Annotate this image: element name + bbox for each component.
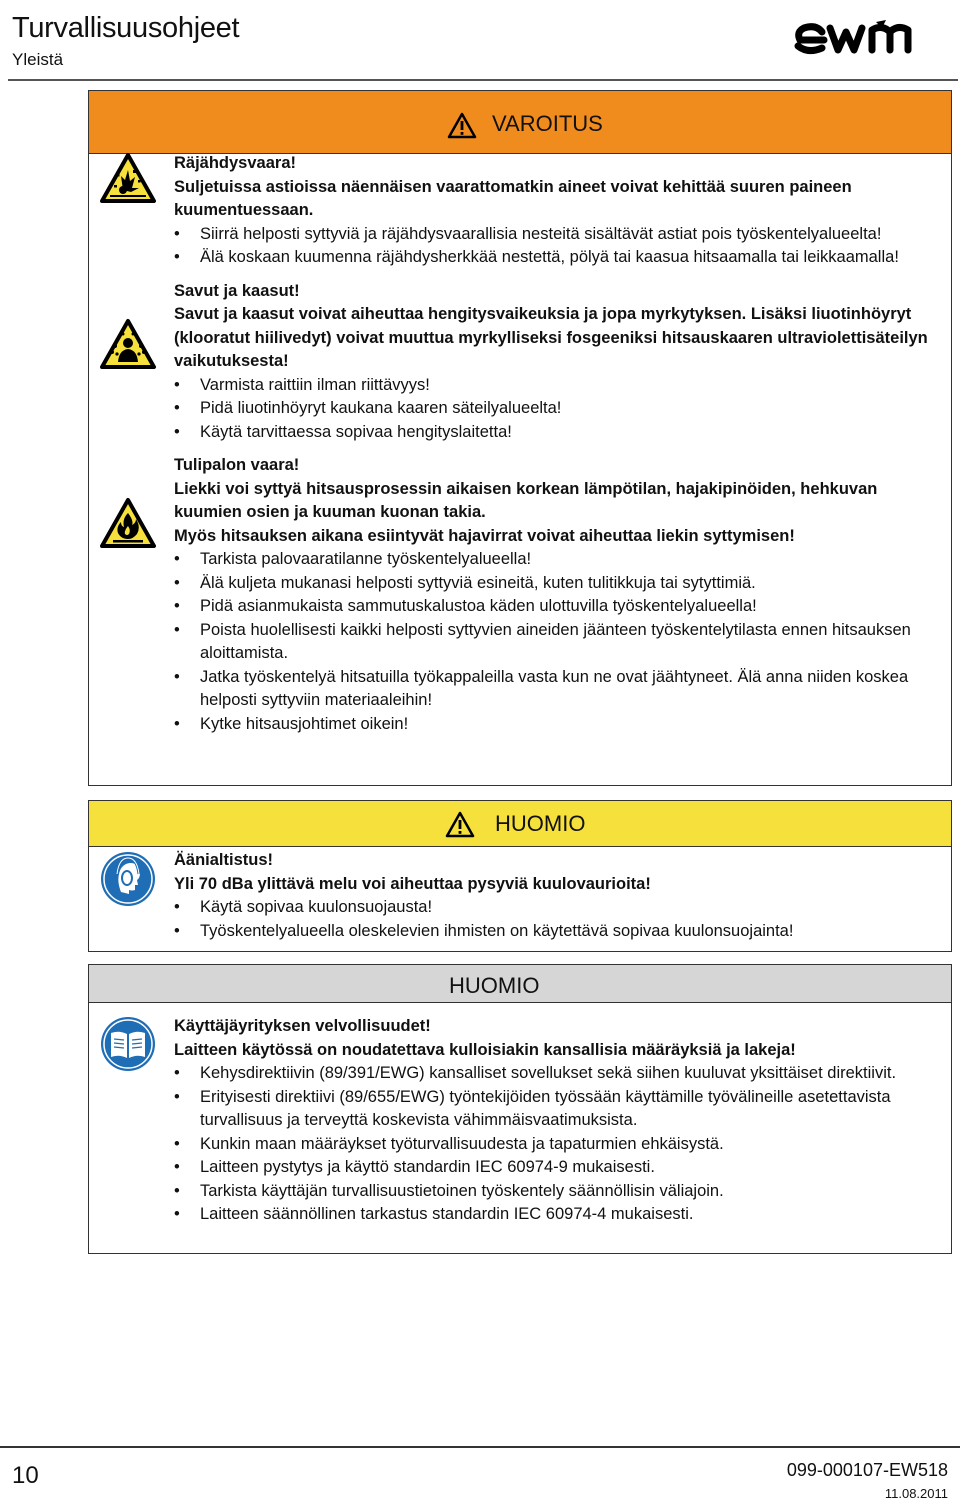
ear-protection-icon [99, 850, 157, 908]
page-subtitle: Yleistä [12, 50, 64, 69]
list-item: • Älä kuljeta mukanasi helposti syttyviä esineitä, kuten tulitikkuja tai sytyttimiä. [174, 572, 949, 596]
document-id: 099-000107-EW518 [786, 1460, 948, 1480]
caution-box-label: HUOMIO [495, 811, 586, 836]
footer-rule [0, 1446, 960, 1448]
note-box-header [89, 965, 951, 1003]
list-item: • Jatka työskentelyä hitsatuilla työkappaleilla vasta kun ne ovat jäähtyneet. Älä anna niiden koskea helposti syttyviin materiaaleihin! [174, 666, 949, 713]
list-item: • Kehysdirektiivin (89/391/EWG) kansalliset sovellukset sekä siihen kuuluvat yksittäiset direktiivit. [174, 1062, 949, 1086]
fire-title: Tulipalon vaara! [174, 456, 300, 474]
list-item: • Työskentelyalueella oleskelevien ihmisten on käytettävä sopivaa kuulonsuojainta! [174, 920, 949, 944]
explosion-hazard-icon [99, 152, 157, 204]
list-item: • Siirrä helposti syttyviä ja räjähdysvaarallisia nesteitä sisältävät astiat pois työskentelyalueelta! [174, 223, 949, 247]
obligations-intro: Laitteen käytössä on noudatettava kulloisiakin kansallisia määräyksiä ja lakeja! [174, 1040, 796, 1059]
fire-intro: Liekki voi syttyä hitsausprosessin aikaisen korkean lämpötilan, hajakipinöiden, hehkuvan kuumien osien ja kuuman kuonan takia. [174, 479, 878, 521]
list-item: • Älä koskaan kuumenna räjähdysherkkää nestettä, pölyä tai kaasua hitsaamalla tai leikkaamalla! [174, 246, 949, 270]
explosion-intro: Suljetuissa astioissa näennäisen vaarattomatkin aineet voivat kehittää suuren paineen kuumentuessaan. [174, 177, 852, 219]
list-item: • Poista huolellisesti kaikki helposti syttyvien aineiden jäänteen työskentelytilasta ennen hitsauksen aloittamista. [174, 619, 949, 666]
warning-box-label: VAROITUS [492, 111, 603, 136]
page-title: Turvallisuusohjeet [12, 12, 240, 44]
list-item: • Käytä sopivaa kuulonsuojausta! [174, 896, 949, 920]
list-item: • Varmista raittiin ilman riittävyys! [174, 374, 949, 398]
list-item: • Laitteen säännöllinen tarkastus standardin IEC 60974-4 mukaisesti. [174, 1203, 949, 1227]
obligations-title: Käyttäjäyrityksen velvollisuudet! [174, 1017, 431, 1035]
note-content [174, 1015, 949, 1227]
fire-hazard-icon [99, 497, 157, 549]
list-item: • Erityisesti direktiivi (89/655/EWG) työntekijöiden työssään käyttämille työvälineille asetettavista turvallisuus ja terveyttä koskevista vähimmäisvaatimuksista. [174, 1086, 949, 1133]
noise-intro: Yli 70 dBa ylittävä melu voi aiheuttaa pysyviä kuulovaurioita! [174, 874, 651, 893]
fire-intro-2: Myös hitsauksen aikana esiintyvät hajavirrat voivat aiheuttaa liekin syttymisen! [174, 526, 795, 545]
list-item: • Kunkin maan määräykset työturvallisuudesta ja tapaturmien ehkäisystä. [174, 1133, 949, 1157]
ewm-logo [790, 18, 940, 58]
list-item: • Pidä liuotinhöyryt kaukana kaaren säteilyalueelta! [174, 397, 949, 421]
list-item: • Tarkista käyttäjän turvallisuustietoinen työskentely säännöllisin väliajoin. [174, 1180, 949, 1204]
note-box-label: HUOMIO [449, 973, 540, 998]
header-rule [8, 79, 958, 81]
page-number: 10 [12, 1462, 39, 1489]
fumes-intro: Savut ja kaasut voivat aiheuttaa hengitysvaikeuksia ja jopa myrkytyksen. Lisäksi liuotinhöyryt (klooratut hiilivedyt) voivat muuttua myrkylliseksi fosgeeniksi hitsauskaaren ultraviolettisäteilyn vaikutuksesta! [174, 305, 928, 370]
fumes-title: Savut ja kaasut! [174, 281, 300, 300]
list-item: • Tarkista palovaaratilanne työskentelyalueella! [174, 548, 949, 572]
warning-triangle-icon [447, 112, 477, 139]
list-item: • Pidä asianmukaista sammutuskalustoa käden ulottuvilla työskentelyalueella! [174, 595, 949, 619]
toxic-fumes-icon [99, 318, 157, 370]
noise-title: Äänialtistus! [174, 851, 274, 869]
caution-box-header [89, 801, 951, 847]
list-item: • Laitteen pystytys ja käyttö standardin IEC 60974-9 mukaisesti. [174, 1156, 949, 1180]
caution-content [174, 849, 949, 943]
warning-box-header [89, 91, 951, 154]
warning-content [174, 152, 949, 736]
document-date: 11.08.2011 [884, 1486, 948, 1501]
explosion-title: Räjähdysvaara! [174, 154, 296, 172]
list-item: • Käytä tarvittaessa sopivaa hengityslaitetta! [174, 421, 949, 445]
read-manual-icon [99, 1015, 157, 1073]
list-item: • Kytke hitsausjohtimet oikein! [174, 713, 949, 737]
warning-triangle-icon [445, 811, 475, 838]
